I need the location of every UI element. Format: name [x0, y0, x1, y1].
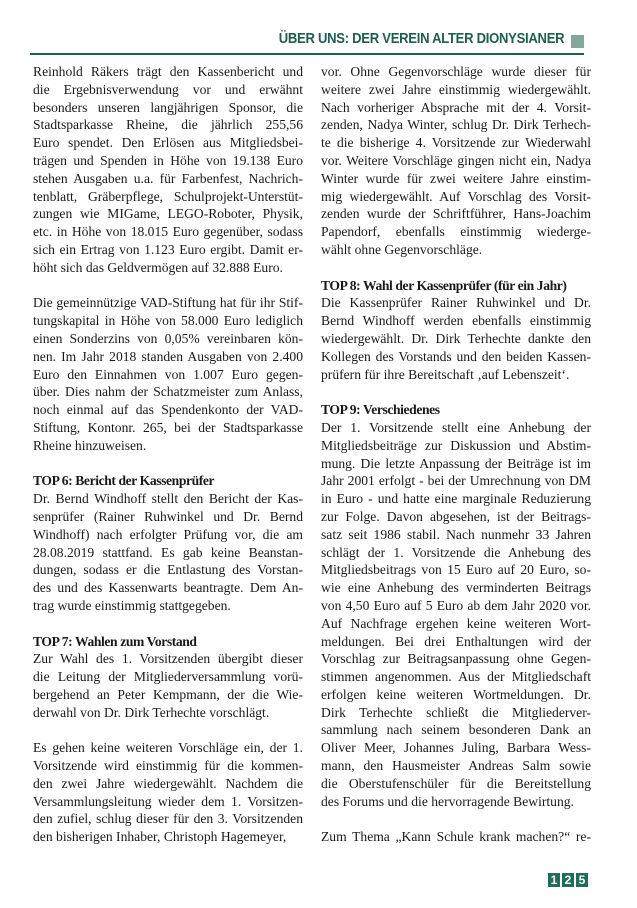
text-line: weitere zwei Jahre einstimmig wiedergewählt. — [321, 81, 591, 97]
text-line: die Oberstufenschüler für die Bereitstellung — [321, 775, 591, 791]
text-line: schlägt der 1. Vorsitzende die Anhebung des — [321, 544, 591, 560]
section-heading: TOP 7: Wahlen zum Vorstand — [33, 633, 197, 649]
text-line: etc. in Höhe von 18.015 Euro gegenüber, sodass — [33, 224, 303, 240]
text-line: zur Folge. Davon abgesehen, ist der Beitrags- — [321, 508, 591, 524]
paragraph — [321, 828, 591, 846]
agenda-section — [33, 633, 303, 722]
text-line: wählt ohne Gegenvorschläge. — [321, 241, 483, 257]
text-line: Der 1. Vorsitzende stellt eine Anhebung der — [321, 419, 591, 435]
text-line: trägen und Spenden in Höhe von 19.138 Euro — [33, 152, 303, 168]
text-line: stimmen angenommen. Aus der Mitgliedschaft — [321, 669, 591, 685]
text-line: te die bisherige 4. Vorsitzende zur Wiederwahl — [321, 135, 591, 151]
text-line: zenden wurde der Schriftführer, Hans-Joachim — [321, 206, 591, 222]
text-line: Oliver Meer, Johannes Juling, Barbara Wess- — [321, 740, 591, 756]
agenda-section — [321, 277, 591, 384]
text-line: Rheine hinzuweisen. — [33, 437, 147, 453]
text-line: nen. Im Jahr 2018 standen Ausgaben von 2.400 — [33, 348, 303, 364]
text-line: in Euro - und hatte eine marginale Reduzierung — [321, 491, 591, 507]
text-line: des Forums und die hervorragende Bewirtung. — [321, 793, 574, 809]
paragraph — [33, 739, 303, 846]
text-line: Zur Wahl des 1. Vorsitzenden übergibt dieser — [33, 651, 303, 667]
text-line: zenden, Nadya Winter, schlug Dr. Dirk Terhech- — [321, 117, 591, 133]
text-line: Mitgliedsbeiträge zur Diskussion und Abstim- — [321, 437, 591, 453]
text-line: sammlung nach seinem besonderen Dank an — [321, 722, 591, 738]
text-line: stehen Ausgaben u.a. für Farbenfest, Nachrich- — [33, 170, 303, 186]
paragraph — [33, 63, 303, 277]
text-line: noch einmal auf das Spendenkonto der VAD- — [33, 402, 303, 418]
text-line: Zum Thema „Kann Schule krank machen?“ re- — [321, 829, 591, 845]
text-line: vor. Weitere Vorschläge gingen nicht ein, Nadya — [321, 152, 591, 168]
text-line: Papendorf, ebenfalls einstimmig wiederge- — [321, 224, 591, 240]
text-line: 28.08.2019 stattfand. Es gab keine Beanstan- — [33, 544, 303, 560]
text-line: zungen wie MIGame, LEGO-Roboter, Physik, — [33, 206, 303, 222]
text-line: Euro spendet. Den Erlösen aus Mitgliedsbei- — [33, 135, 303, 151]
text-line: Stiftung, Kontonr. 265, bei der Stadtsparkasse — [33, 419, 303, 435]
agenda-section — [33, 472, 303, 614]
text-line: Dr. Bernd Windhoff stellt den Bericht der Kas- — [33, 491, 303, 507]
section-heading: TOP 8: Wahl der Kassenprüfer (für ein Jahr) — [321, 277, 567, 293]
section-title: ÜBER UNS: DER VEREIN ALTER DIONYSIANER — [278, 31, 564, 47]
paragraph-gap — [321, 259, 591, 277]
text-line: den zwei Jahre wiedergewählt. Nachdem die — [33, 775, 303, 791]
page-number — [548, 873, 588, 887]
page-number-digit: 2 — [562, 873, 574, 887]
text-line: Vorschlag zur Beitragsanpassung ohne Gegen- — [321, 651, 591, 667]
text-line: Die Kassenprüfer Rainer Ruhwinkel und Dr. — [321, 295, 591, 311]
text-line: prüfern für ihre Bereitschaft ‚auf Lebenszeit‘. — [321, 366, 570, 382]
text-line: Die gemeinnützige VAD-Stiftung hat für ihr Stif- — [33, 295, 303, 311]
text-line: Auf Nachfrage ergehen keine weiteren Wort- — [321, 615, 591, 631]
text-line: trag wurde einstimmig stattgegeben. — [33, 597, 231, 613]
agenda-section — [321, 401, 591, 810]
text-line: des und des Kassenwarts beantragte. Dem An- — [33, 580, 303, 596]
paragraph — [33, 294, 303, 454]
paragraph — [321, 63, 591, 259]
text-line: Nach vorheriger Absprache mit der 4. Vorsit- — [321, 99, 591, 115]
text-line: wiedergewählt. Dr. Dirk Terhechte dankte den — [321, 330, 591, 346]
text-line: Es gehen keine weiteren Vorschläge ein, der 1. — [33, 740, 303, 756]
text-line: Winter wurde für zwei weitere Jahre einstim- — [321, 170, 591, 186]
text-line: sich ein Ertrag von 1.123 Euro ergibt. Damit er- — [33, 241, 303, 257]
text-line: von 4,50 Euro auf 5 Euro ab dem Jahr 2020 vor. — [321, 597, 591, 613]
right-column — [321, 63, 591, 846]
section-heading: TOP 9: Verschiedenes — [321, 402, 440, 418]
text-line: mung. Die letzte Anpassung der Beiträge ist im — [321, 455, 591, 471]
page-number-digit: 5 — [576, 873, 588, 887]
text-line: den bisherigen Inhaber, Christoph Hagemeyer, — [33, 829, 287, 845]
text-line: Bernd Windhoff werden ebenfalls einstimmig — [321, 313, 591, 329]
paragraph-gap — [321, 810, 591, 828]
text-line: Vorsitzende wird einstimmig für die kommen- — [33, 758, 303, 774]
text-line: die Leitung der Mitgliederversammlung vorü- — [33, 669, 303, 685]
paragraph-gap — [33, 615, 303, 633]
text-line: wie eine Anhebung des verminderten Beitrags — [321, 580, 591, 596]
text-line: die Ergebnisverwendung vor und erwähnt — [33, 81, 303, 97]
text-line: Kollegen des Vorstands und den beiden Kassen- — [321, 348, 591, 364]
text-line: Mitgliedsbeitrags von 15 Euro auf 20 Euro, so- — [321, 562, 591, 578]
text-line: Dirk Terhechte schließt die Mitgliederver- — [321, 704, 591, 720]
text-line: den zufiel, schlug dieser für den 3. Vorsitzenden — [33, 811, 303, 827]
page-header — [30, 30, 584, 55]
text-line: senprüfer (Rainer Ruhwinkel und Dr. Bernd — [33, 508, 303, 524]
text-line: erfolgen keine weiteren Wortmeldungen. Dr. — [321, 686, 591, 702]
text-line: besonders unseren langjährigen Sponsor, die — [33, 99, 303, 115]
section-heading: TOP 6: Bericht der Kassenprüfer — [33, 473, 215, 489]
text-line: einen Sonderzins von 0,05% vereinbaren kön- — [33, 330, 303, 346]
header-square-ornament — [571, 35, 584, 48]
page-number-digit: 1 — [548, 873, 560, 887]
text-line: Windhoff) nach erfolgter Prüfung vor, die am — [33, 526, 303, 542]
text-line: meldungen. Bei drei Enthaltungen wird der — [321, 633, 591, 649]
paragraph-gap — [321, 383, 591, 401]
text-line: mann, den Hausmeister Andreas Salm sowie — [321, 758, 591, 774]
left-column — [33, 63, 303, 846]
paragraph-gap — [33, 721, 303, 739]
text-line: Versammlungsleitung wieder dem 1. Vorsitzen- — [33, 793, 303, 809]
text-line: satz seit 1986 stabil. Nach nunmehr 33 Jahren — [321, 526, 591, 542]
text-line: tungskapital in Höhe von 58.000 Euro lediglich — [33, 313, 303, 329]
paragraph-gap — [33, 277, 303, 295]
paragraph-gap — [33, 455, 303, 473]
text-line: Reinhold Räkers trägt den Kassenbericht und — [33, 64, 303, 79]
text-line: Jahr 2001 erfolgt - bei der Umrechnung von DM — [321, 473, 591, 489]
text-line: bergehend an Peter Kempmann, der die Wie- — [33, 686, 303, 702]
text-line: derwahl von Dr. Dirk Terhechte vorschlägt. — [33, 704, 270, 720]
text-line: Stadtsparkasse Rheine, die jährlich 255,56 — [33, 117, 303, 133]
text-line: Euro den Einnahmen von 1.007 Euro gegen- — [33, 366, 303, 382]
text-line: tenblatt, Gräberpflege, Schulprojekt-Unterstüt- — [33, 188, 303, 204]
text-line: mig wiedergewählt. Auf Vorschlag des Vorsit- — [321, 188, 591, 204]
text-line: höht sich das Geldvermögen auf 32.888 Euro. — [33, 259, 283, 275]
text-line: über. Dies nahm der Schatzmeister zum Anlass, — [33, 384, 303, 400]
text-line: vor. Ohne Gegenvorschläge wurde dieser für — [321, 64, 591, 79]
text-line: dungen, sodass er die Entlastung des Vorstan- — [33, 562, 303, 578]
